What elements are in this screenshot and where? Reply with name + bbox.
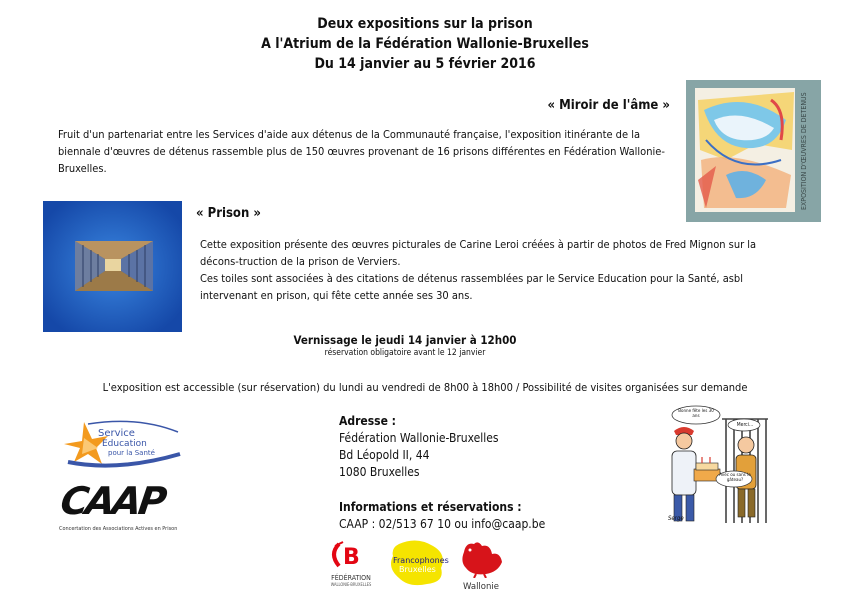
caap-logo <box>55 480 195 538</box>
cartoon-bubble-1: Bonne fête les 30 ans <box>678 409 714 419</box>
title-line-1: Deux expositions sur la prison <box>317 16 533 32</box>
info-line: CAAP : 02/513 67 10 ou info@caap.be <box>339 517 546 531</box>
ses-logo <box>58 418 186 470</box>
fwb-logo <box>325 540 377 590</box>
prison-text-1: Cette exposition présente des œuvres picturales de Carine Leroi créées à partir de photos de Fred Mignon sur la décons-truction de la prison de Verviers. <box>200 238 757 268</box>
title-line-2: A l'Atrium de la Fédération Wallonie-Bruxelles <box>261 36 589 52</box>
address-line-1: Fédération Wallonie-Bruxelles <box>339 431 499 445</box>
francophones-logo <box>387 538 449 588</box>
book-spine <box>798 88 816 212</box>
prison-artwork <box>43 201 182 332</box>
vernissage-subtitle: réservation obligatoire avant le 12 janvier <box>324 348 486 358</box>
info-block <box>339 499 599 533</box>
ses-text-1: Service <box>98 428 135 439</box>
miroir-title: « Miroir de l'âme » <box>547 98 670 113</box>
address-line-2: Bd Léopold II, 44 <box>339 448 430 462</box>
prison-title: « Prison » <box>196 206 261 221</box>
ses-text-2: Education <box>102 439 147 449</box>
page-title <box>0 14 850 74</box>
address-block <box>339 413 599 481</box>
miroir-text: Fruit d'un partenariat entre les Services d'aide aux détenus de la Communauté française, l'exposition itinérante de la biennale d'œuvres de détenus rassemble plus de 150 œuvres provenant de 16 prisons différentes en Fédération Wallonie-Bruxelles. <box>58 128 665 175</box>
fwb-mark-icon <box>325 540 377 570</box>
fwb-text-2: WALLONIE-BRUXELLES <box>330 582 372 587</box>
ses-text-3: pour la Santé <box>108 449 155 457</box>
cartoon-bubble-3: Avec ou sans le gâteau? <box>719 473 751 483</box>
prison-painting <box>43 201 182 332</box>
wallonie-logo <box>456 538 506 590</box>
vernissage-block <box>280 333 530 359</box>
francophones-text-2: Bruxelles <box>399 565 436 574</box>
cartoon-bubble-2: Merci... <box>736 422 754 428</box>
caap-logo-subtitle: Concertation des Associations Actives en Prison <box>59 526 178 532</box>
fwb-text-1: FÉDÉRATION <box>331 574 371 582</box>
miroir-book-cover <box>686 80 821 222</box>
cartoon-signature: Serge <box>668 515 684 522</box>
vernissage-title: Vernissage le jeudi 14 janvier à 12h00 <box>293 333 517 347</box>
prison-text-2: Ces toiles sont associées à des citations de détenus rassemblées par le Service Education pour la Santé, asbl intervenant en prison, qui fête cette année ses 30 ans. <box>200 272 743 302</box>
svg-text:B: B <box>343 545 360 570</box>
francophones-text-1: Francophones <box>393 556 449 565</box>
title-line-3: Du 14 janvier au 5 février 2016 <box>314 56 536 72</box>
wallonie-text: Wallonie <box>463 582 499 592</box>
prison-text <box>200 236 765 304</box>
rooster-icon <box>456 538 506 578</box>
address-label: Adresse : <box>339 414 396 428</box>
info-label: Informations et réservations : <box>339 500 522 514</box>
caap-logo-text: CAAP <box>57 479 167 523</box>
book-spine-text: EXPOSITION D'ŒUVRES DE DETENUS <box>800 92 808 210</box>
cartoon-illustration <box>660 405 770 527</box>
access-info: L'exposition est accessible (sur réservation) du lundi au vendredi de 8h00 à 18h00 / Possibilité de visites organisées sur demande <box>102 381 748 394</box>
address-line-3: 1080 Bruxelles <box>339 465 420 479</box>
